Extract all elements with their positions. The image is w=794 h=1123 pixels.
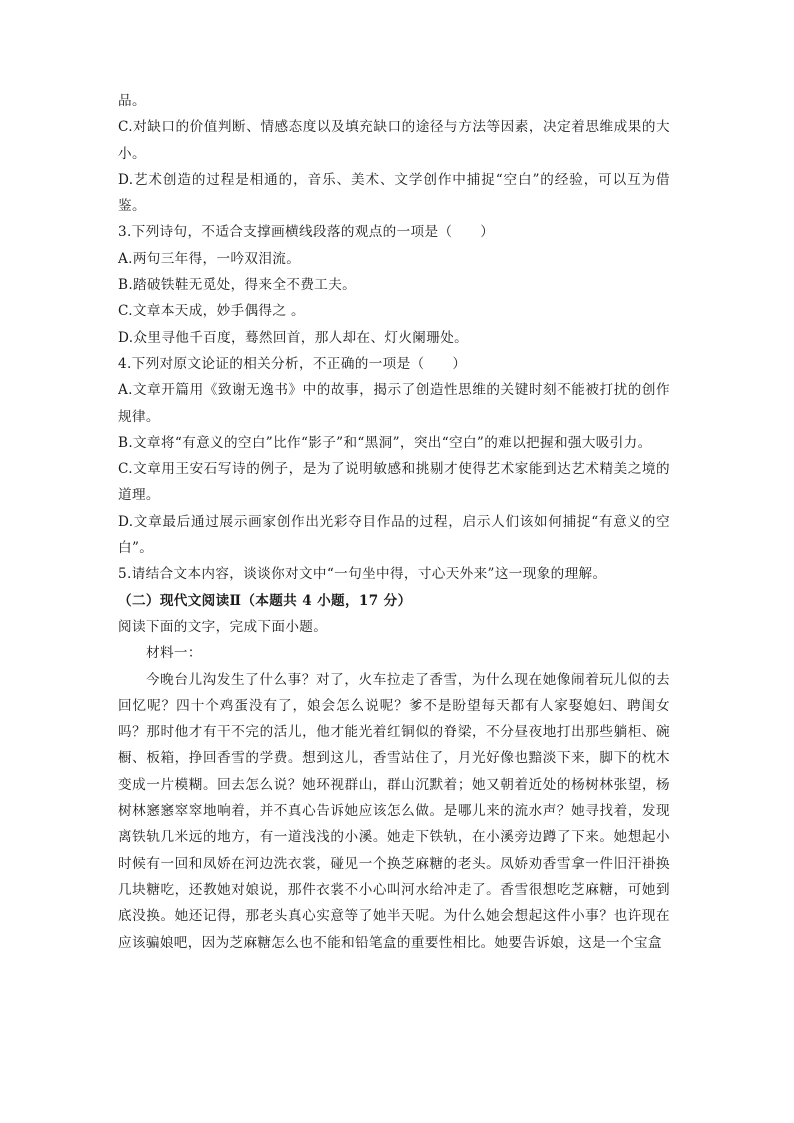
question-4-option-d: D.文章最后通过展示画家创作出光彩夺目作品的过程，启示人们该如何捕捉“有意义的空白”。: [118, 513, 670, 557]
question-4-option-a: A.文章开篇用《致谢无逸书》中的故事，揭示了创造性思维的关键时刻不能被打扰的创作规律。: [118, 382, 670, 425]
question-3-option-c: C.文章本天成，妙手偶得之 。: [118, 303, 305, 320]
option-d-text: D.艺术创造的过程是相通的，音乐、美术、文学创作中捕捉“空白”的经验，可以互为借鉴。: [118, 171, 670, 215]
option-c-text: C.对缺口的价值判断、情感态度以及填充缺口的途径与方法等因素，决定着思维成果的大小。: [118, 119, 670, 162]
section-heading: （二）现代文阅读Ⅱ（本题共 4 小题，17 分）: [118, 592, 412, 609]
text-line-continuation: 品。: [118, 93, 146, 109]
material-passage: 今晚台儿沟发生了什么事？对了，火车拉走了香雪，为什么现在她像闹着玩儿似的去回忆呢？四十个鸡蛋没有了，娘会怎么说呢？爹不是盼望每天都有人家娶媳妇、聘闺女吗？那时他才有干不完的活儿，他才能光着红铜似的脊梁，不分昼夜地打出那些躺柜、碗橱、板箱，挣回香雪的学费。想到这儿，香雪站住了，月光好像也黯淡下来，脚下的枕木变成一片模糊。回去怎么说？她环视群山，群山沉默着；她又朝着近处的杨树林张望，杨树林窸窸窣窣地响着，并不真心告诉她应该怎么做。是哪儿来的流水声？她寻找着，发现离铁轨几米远的地方，有一道浅浅的小溪。她走下铁轨，在小溪旁边蹲了下来。她想起小时候有一回和凤娇在河边洗衣裳，碰见一个换芝麻糖的老头。凤娇劝香雪拿一件旧汗褂换几块糖吃，还教她对娘说，那件衣裳不小心叫河水给冲走了。香雪很想吃芝麻糖，可她到底没换。她还记得，那老头真心实意等了她半天呢。为什么她会想起这件小事？也许现在应该骗娘吧，因为芝麻糖怎么也不能和铅笔盒的重要性相比。她要告诉娘，这是一个宝盒: [118, 671, 670, 951]
question-3-option-d: D.众里寻他千百度，蓦然回首，那人却在、灯火阑珊处。: [118, 329, 469, 346]
document-page: [118, 88, 670, 956]
material-label: 材料一：: [146, 645, 202, 662]
question-3-option-b: B.踏破铁鞋无觅处，得来全不费工夫。: [118, 277, 357, 294]
section-instruction: 阅读下面的文字，完成下面小题。: [118, 618, 328, 635]
question-4-option-b: B.文章将“有意义的空白”比作“影子”和“黑洞”，突出“空白”的难以把握和强大吸引力。: [118, 434, 652, 451]
question-5: 5.请结合文本内容，谈谈你对文中“一句坐中得，寸心天外来”这一现象的理解。: [118, 566, 607, 583]
question-4: 4.下列对原文论证的相关分析，不正确的一项是（ ）: [118, 355, 467, 372]
question-3: 3.下列诗句，不适合支撑画横线段落的观点的一项是（ ）: [118, 224, 495, 241]
question-3-option-a: A.两句三年得，一吟双泪流。: [118, 250, 301, 267]
question-4-option-c: C.文章用王安石写诗的例子，是为了说明敏感和挑剔才使得艺术家能到达艺术精美之境的道理。: [118, 461, 670, 504]
